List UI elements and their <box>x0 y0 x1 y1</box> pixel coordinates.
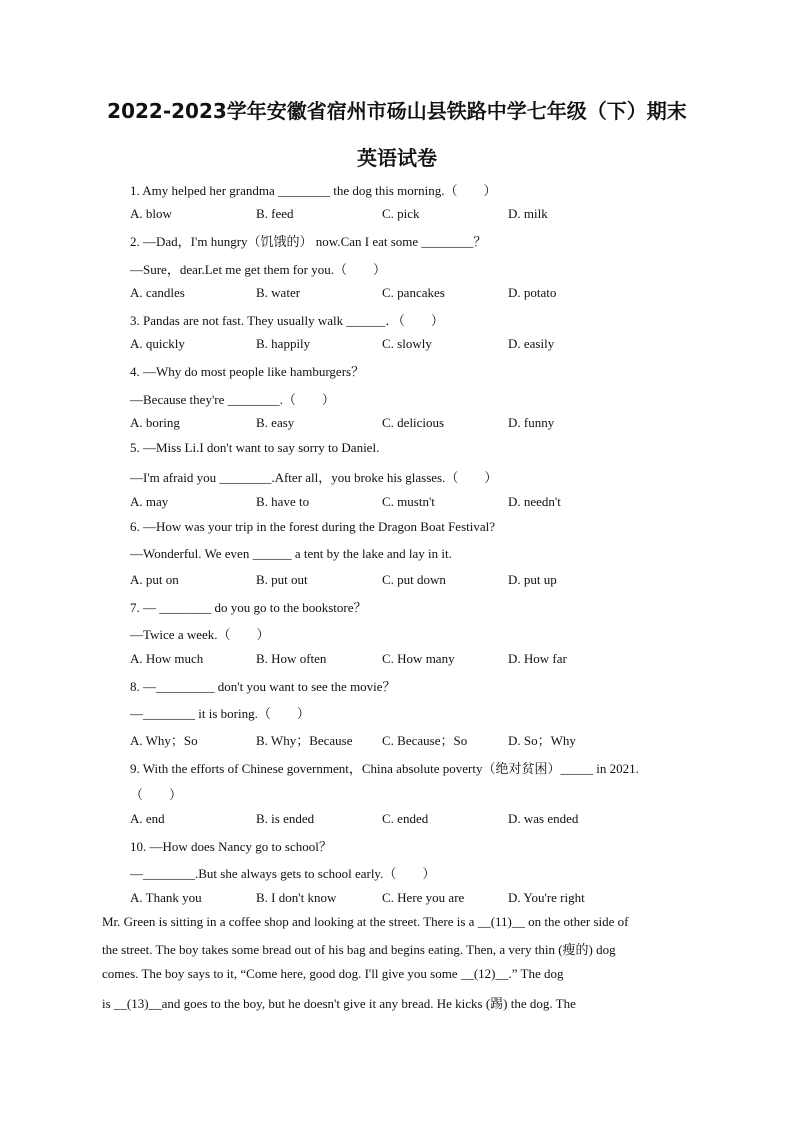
option-c: C. ended <box>382 811 429 826</box>
option-a: A. put on <box>130 572 179 587</box>
option-b: B. feed <box>256 206 294 221</box>
option-d: D. So；Why <box>508 733 576 748</box>
option-d: D. needn't <box>508 494 561 509</box>
option-b: B. I don't know <box>256 890 337 905</box>
option-d: D. put up <box>508 572 557 587</box>
option-c: C. put down <box>382 572 446 587</box>
question-5-stem: 5. —Miss Li.I don't want to say sorry to Daniel. <box>130 440 380 455</box>
option-a: A. Thank you <box>130 890 202 905</box>
option-c: C. mustn't <box>382 494 435 509</box>
option-c: C. Because；So <box>382 733 468 748</box>
question-9-bracket: （ ） <box>130 787 183 802</box>
option-a: A. quickly <box>130 336 185 351</box>
question-7-options <box>130 651 650 669</box>
question-1-stem: 1. Amy helped her grandma ________ the dog this morning.（ ） <box>130 183 497 198</box>
question-2-options <box>130 285 650 303</box>
question-2-reply: —Sure，dear.Let me get them for you.（ ） <box>130 262 386 277</box>
question-7-stem: 7. — ________ do you go to the bookstore？ <box>130 600 367 615</box>
option-c: C. slowly <box>382 336 432 351</box>
option-b: B. have to <box>256 494 310 509</box>
question-1-options <box>130 206 650 224</box>
option-b: B. How often <box>256 651 327 666</box>
option-d: D. funny <box>508 415 555 430</box>
option-c: C. Here you are <box>382 890 465 905</box>
question-9-stem: 9. With the efforts of Chinese government，China absolute poverty（绝对贫困）_____ in 2021. <box>130 761 639 776</box>
question-4-options <box>130 415 650 433</box>
question-5-options <box>130 494 650 512</box>
option-b: B. put out <box>256 572 308 587</box>
option-b: B. Why；Because <box>256 733 353 748</box>
option-b: B. easy <box>256 415 295 430</box>
question-6-options <box>130 572 650 590</box>
question-8-options <box>130 730 650 748</box>
option-d: D. milk <box>508 206 548 221</box>
option-b: B. water <box>256 285 301 300</box>
question-2-stem: 2. —Dad，I'm hungry（饥饿的） now.Can I eat some ________？ <box>130 234 487 249</box>
passage-line: the street. The boy takes some bread out of his bag and begins eating. Then, a very thin (瘦的) dog <box>102 942 616 957</box>
option-a: A. may <box>130 494 169 509</box>
question-10-reply: —________.But she always gets to school early.（ ） <box>130 866 436 881</box>
exam-title-line-1: 2022-2023学年安徽省宿州市砀山县铁路中学七年级（下）期末 <box>107 99 687 123</box>
question-4-reply: —Because they're ________.（ ） <box>130 392 335 407</box>
option-d: D. How far <box>508 651 567 666</box>
option-a: A. candles <box>130 285 185 300</box>
question-3-options <box>130 336 650 354</box>
question-9-options <box>130 811 650 829</box>
option-c: C. pancakes <box>382 285 445 300</box>
passage-line: Mr. Green is sitting in a coffee shop and looking at the street. There is a __(11)__ on the other side of <box>102 914 629 929</box>
question-10-stem: 10. —How does Nancy go to school？ <box>130 839 332 854</box>
question-8-stem: 8. —_________ don't you want to see the movie？ <box>130 679 396 694</box>
option-a: A. blow <box>130 206 172 221</box>
question-10-options <box>130 890 650 908</box>
question-7-reply: —Twice a week.（ ） <box>130 627 270 642</box>
question-6-stem: 6. —How was your trip in the forest during the Dragon Boat Festival? <box>130 519 496 534</box>
option-c: C. pick <box>382 206 420 221</box>
question-6-reply: —Wonderful. We even ______ a tent by the lake and lay in it. <box>130 546 452 561</box>
question-8-reply: —________ it is boring.（ ） <box>130 706 310 721</box>
option-c: C. delicious <box>382 415 445 430</box>
option-a: A. Why；So <box>130 733 198 748</box>
option-a: A. end <box>130 811 165 826</box>
exam-title-line-2: 英语试卷 <box>357 146 437 170</box>
option-d: D. potato <box>508 285 557 300</box>
passage-line: comes. The boy says to it, “Come here, good dog. I'll give you some __(12)__.” The dog <box>102 966 564 981</box>
option-a: A. boring <box>130 415 180 430</box>
option-b: B. happily <box>256 336 311 351</box>
question-4-stem: 4. —Why do most people like hamburgers？ <box>130 364 365 379</box>
option-a: A. How much <box>130 651 204 666</box>
question-3-stem: 3. Pandas are not fast. They usually walk ______．（ ） <box>130 313 444 328</box>
option-b: B. is ended <box>256 811 315 826</box>
question-5-reply: —I'm afraid you ________.After all，you broke his glasses.（ ） <box>130 470 498 485</box>
passage-line: is __(13)__and goes to the boy, but he doesn't give it any bread. He kicks (踢) the dog. The <box>102 996 576 1011</box>
option-d: D. was ended <box>508 811 579 826</box>
option-c: C. How many <box>382 651 455 666</box>
option-d: D. easily <box>508 336 555 351</box>
option-d: D. You're right <box>508 890 585 905</box>
